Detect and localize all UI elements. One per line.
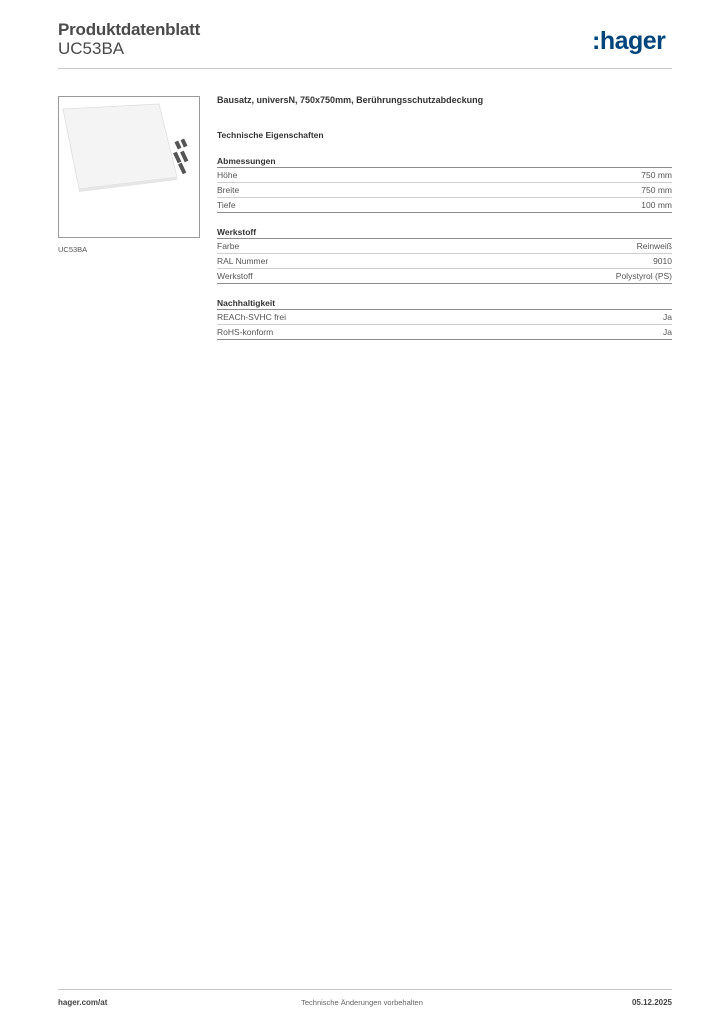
- section-title: Nachhaltigkeit: [217, 298, 672, 310]
- product-code: UC53BA: [58, 39, 125, 58]
- footer-divider: [58, 989, 672, 990]
- properties-heading: Technische Eigenschaften: [217, 130, 324, 140]
- page-title: Produktdatenblatt: [58, 20, 201, 39]
- image-caption: UC53BA: [58, 245, 88, 254]
- spec-value: 9010: [653, 256, 672, 266]
- spec-value: Polystyrol (PS): [615, 271, 672, 281]
- cover-panel-illustration: [59, 97, 199, 237]
- footer-notice: Technische Änderungen vorbehalten: [301, 998, 423, 1007]
- spec-label: RAL Nummer: [217, 256, 269, 266]
- hager-logo: [592, 27, 674, 57]
- spec-row: [217, 183, 672, 198]
- spec-row: [217, 168, 672, 183]
- spec-row: [217, 325, 672, 340]
- spec-row: [217, 310, 672, 325]
- section-title: Abmessungen: [217, 156, 672, 168]
- section-werkstoff: [217, 227, 672, 284]
- spec-value: Ja: [663, 327, 672, 337]
- spec-label: Werkstoff: [217, 271, 253, 281]
- footer-date: 05.12.2025: [631, 998, 672, 1007]
- spec-row: [217, 198, 672, 213]
- spec-label: Breite: [217, 185, 240, 195]
- spec-label: Farbe: [217, 241, 240, 251]
- spec-value: Reinweiß: [636, 241, 672, 251]
- section-title: Werkstoff: [217, 227, 672, 239]
- header-divider: [58, 68, 672, 69]
- hager-logo-text: :hager: [592, 27, 666, 55]
- spec-label: REACh-SVHC frei: [217, 312, 286, 322]
- spec-row: [217, 254, 672, 269]
- footer-website-link[interactable]: hager.com/at: [58, 998, 108, 1007]
- product-description: Bausatz, universN, 750x750mm, Berührungsschutzabdeckung: [217, 95, 484, 105]
- spec-value: Ja: [663, 312, 672, 322]
- spec-row: [217, 239, 672, 254]
- section-nachhaltigkeit: [217, 298, 672, 340]
- spec-value: 100 mm: [641, 200, 672, 210]
- section-abmessungen: [217, 156, 672, 213]
- spec-label: Höhe: [217, 170, 238, 180]
- spec-label: RoHS-konform: [217, 327, 274, 337]
- product-image: [58, 96, 200, 238]
- spec-row: [217, 269, 672, 284]
- spec-label: Tiefe: [217, 200, 236, 210]
- specifications: [217, 95, 672, 340]
- spec-value: 750 mm: [641, 185, 672, 195]
- spec-value: 750 mm: [641, 170, 672, 180]
